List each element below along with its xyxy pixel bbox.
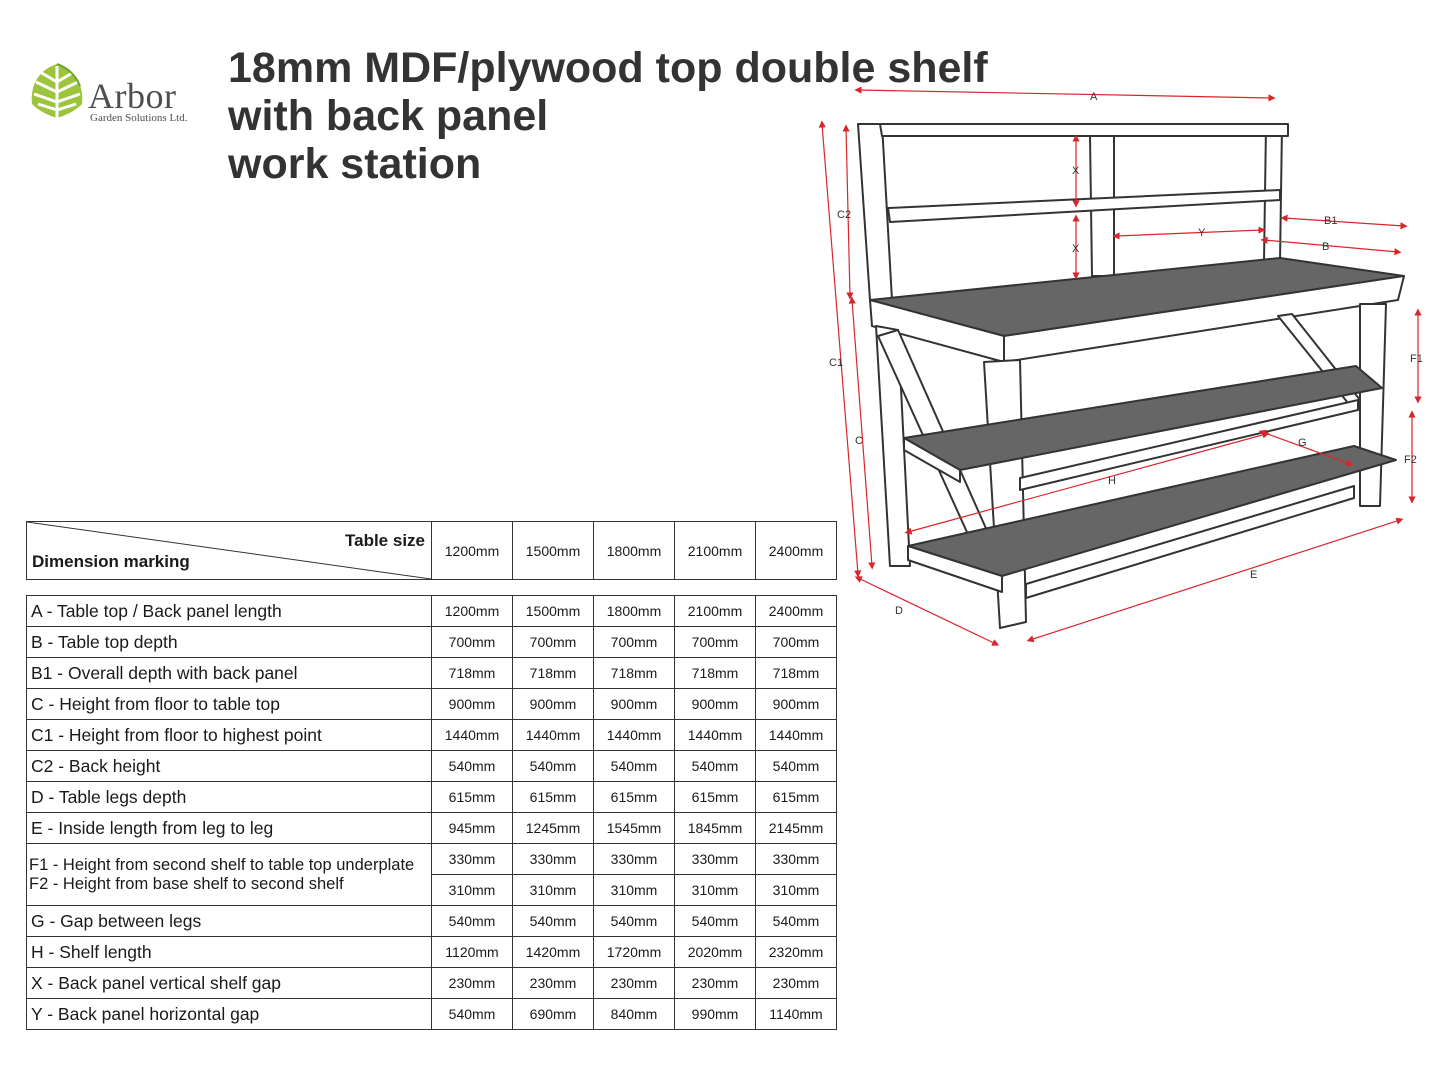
row-value: 1440mm bbox=[432, 720, 513, 751]
dim-line-b bbox=[1264, 240, 1398, 252]
dim-line-y bbox=[1116, 230, 1262, 236]
table-row bbox=[27, 658, 837, 689]
row-value: 540mm bbox=[675, 751, 756, 782]
dim-label-b: B bbox=[1322, 241, 1330, 253]
row-value: 1120mm bbox=[432, 937, 513, 968]
title-line: 18mm MDF/plywood top double shelf bbox=[228, 44, 988, 92]
row-value: 615mm bbox=[432, 782, 513, 813]
dim-line-c bbox=[852, 300, 872, 566]
header-corner-cell bbox=[27, 522, 432, 580]
f2-value: 310mm bbox=[432, 875, 513, 906]
row-value: 900mm bbox=[675, 689, 756, 720]
dim-line-b1 bbox=[1284, 218, 1404, 226]
row-value: 1440mm bbox=[675, 720, 756, 751]
f1-value: 330mm bbox=[432, 844, 513, 875]
dimension-marking-label: Dimension marking bbox=[32, 552, 190, 571]
row-value: 230mm bbox=[594, 968, 675, 999]
dim-line-c1 bbox=[822, 124, 858, 574]
row-label: D - Table legs depth bbox=[27, 782, 432, 813]
row-value: 1545mm bbox=[594, 813, 675, 844]
dimensions-table bbox=[26, 595, 837, 1030]
row-label: C2 - Back height bbox=[27, 751, 432, 782]
row-value: 2100mm bbox=[675, 596, 756, 627]
row-value: 1440mm bbox=[513, 720, 594, 751]
rear-left-post bbox=[858, 124, 892, 300]
row-value: 1440mm bbox=[756, 720, 837, 751]
f1-value: 330mm bbox=[756, 844, 837, 875]
row-value: 540mm bbox=[756, 751, 837, 782]
row-value: 700mm bbox=[513, 627, 594, 658]
row-value: 1140mm bbox=[756, 999, 837, 1030]
row-value: 1800mm bbox=[594, 596, 675, 627]
table-row bbox=[27, 627, 837, 658]
back-panel-shelf bbox=[888, 190, 1280, 222]
row-value: 540mm bbox=[594, 751, 675, 782]
row-value: 900mm bbox=[594, 689, 675, 720]
table-row bbox=[27, 751, 837, 782]
row-label: A - Table top / Back panel length bbox=[27, 596, 432, 627]
row-value: 540mm bbox=[675, 906, 756, 937]
row-value: 700mm bbox=[675, 627, 756, 658]
table-row bbox=[27, 937, 837, 968]
f1-value: 330mm bbox=[513, 844, 594, 875]
rear-right-leg bbox=[1360, 304, 1386, 506]
row-value: 1245mm bbox=[513, 813, 594, 844]
dim-label-h: H bbox=[1108, 475, 1116, 487]
brand-tagline: Garden Solutions Ltd. bbox=[90, 112, 188, 124]
row-value: 540mm bbox=[513, 906, 594, 937]
row-value: 540mm bbox=[756, 906, 837, 937]
size-header-table bbox=[26, 521, 837, 580]
f2-value: 310mm bbox=[675, 875, 756, 906]
row-value: 945mm bbox=[432, 813, 513, 844]
row-value: 615mm bbox=[594, 782, 675, 813]
table-row bbox=[27, 813, 837, 844]
dim-label-c1: C1 bbox=[829, 357, 844, 369]
row-label: H - Shelf length bbox=[27, 937, 432, 968]
f2-value: 310mm bbox=[594, 875, 675, 906]
row-label: B - Table top depth bbox=[27, 627, 432, 658]
f1-label: F1 - Height from second shelf to table top underplate bbox=[29, 855, 415, 874]
row-label: C1 - Height from floor to highest point bbox=[27, 720, 432, 751]
row-value: 1200mm bbox=[432, 596, 513, 627]
dim-label-a: A bbox=[1090, 91, 1098, 103]
table-row bbox=[27, 906, 837, 937]
size-column-header: 1500mm bbox=[513, 522, 594, 580]
table-row bbox=[27, 844, 837, 875]
row-value: 615mm bbox=[513, 782, 594, 813]
table-row bbox=[27, 782, 837, 813]
f2-value: 310mm bbox=[756, 875, 837, 906]
f2-value: 310mm bbox=[513, 875, 594, 906]
leaf-logo-icon bbox=[28, 60, 86, 122]
row-value: 1500mm bbox=[513, 596, 594, 627]
table-row bbox=[27, 689, 837, 720]
row-value: 2400mm bbox=[756, 596, 837, 627]
row-value: 900mm bbox=[513, 689, 594, 720]
row-label: E - Inside length from leg to leg bbox=[27, 813, 432, 844]
dim-line-d bbox=[858, 578, 996, 644]
row-value: 900mm bbox=[756, 689, 837, 720]
dim-line-a bbox=[858, 90, 1272, 98]
title-line: work station bbox=[228, 140, 482, 188]
dimension-rows bbox=[27, 596, 837, 844]
row-value: 2020mm bbox=[675, 937, 756, 968]
table-row bbox=[27, 999, 837, 1030]
row-value: 540mm bbox=[513, 751, 594, 782]
title-line: with back panel bbox=[228, 92, 549, 140]
row-value: 690mm bbox=[513, 999, 594, 1030]
row-value: 990mm bbox=[675, 999, 756, 1030]
row-value: 718mm bbox=[675, 658, 756, 689]
dim-label-c2: C2 bbox=[837, 209, 852, 221]
table-row bbox=[27, 720, 837, 751]
size-column-header: 1200mm bbox=[432, 522, 513, 580]
row-value: 2145mm bbox=[756, 813, 837, 844]
table-size-label: Table size bbox=[345, 531, 425, 550]
dim-label-x-upper: X bbox=[1072, 165, 1080, 177]
dim-label-e: E bbox=[1250, 569, 1258, 581]
row-value: 540mm bbox=[432, 906, 513, 937]
row-value: 230mm bbox=[513, 968, 594, 999]
row-value: 540mm bbox=[432, 999, 513, 1030]
dim-label-c: C bbox=[855, 435, 863, 447]
row-label: B1 - Overall depth with back panel bbox=[27, 658, 432, 689]
row-value: 840mm bbox=[594, 999, 675, 1030]
row-value: 700mm bbox=[756, 627, 837, 658]
dim-label-b1: B1 bbox=[1324, 215, 1338, 227]
row-value: 230mm bbox=[675, 968, 756, 999]
row-value: 615mm bbox=[756, 782, 837, 813]
row-value: 718mm bbox=[513, 658, 594, 689]
row-label: C - Height from floor to table top bbox=[27, 689, 432, 720]
f1-value: 330mm bbox=[594, 844, 675, 875]
row-value: 1440mm bbox=[594, 720, 675, 751]
workbench-diagram bbox=[815, 82, 1435, 657]
dim-label-g: G bbox=[1298, 437, 1307, 449]
f-dimension-group bbox=[27, 844, 837, 906]
row-label: G - Gap between legs bbox=[27, 906, 432, 937]
row-value: 230mm bbox=[756, 968, 837, 999]
row-label: Y - Back panel horizontal gap bbox=[27, 999, 432, 1030]
dim-label-d: D bbox=[895, 605, 903, 617]
row-value: 1845mm bbox=[675, 813, 756, 844]
row-value: 540mm bbox=[594, 906, 675, 937]
size-column-header: 2100mm bbox=[675, 522, 756, 580]
f1-value: 330mm bbox=[675, 844, 756, 875]
row-value: 700mm bbox=[432, 627, 513, 658]
row-value: 615mm bbox=[675, 782, 756, 813]
workbench-drawing bbox=[858, 124, 1404, 628]
row-label: X - Back panel vertical shelf gap bbox=[27, 968, 432, 999]
row-value: 540mm bbox=[432, 751, 513, 782]
size-column-header: 2400mm bbox=[756, 522, 837, 580]
row-value: 900mm bbox=[432, 689, 513, 720]
row-value: 718mm bbox=[432, 658, 513, 689]
dim-label-f1: F1 bbox=[1410, 353, 1423, 365]
row-value: 718mm bbox=[756, 658, 837, 689]
f2-label: F2 - Height from base shelf to second shelf bbox=[29, 874, 344, 893]
brand-name: Arbor bbox=[88, 76, 177, 116]
dimension-rows bbox=[27, 906, 837, 1030]
size-column-header: 1800mm bbox=[594, 522, 675, 580]
table-row bbox=[27, 596, 837, 627]
table-row bbox=[27, 968, 837, 999]
row-value: 230mm bbox=[432, 968, 513, 999]
row-value: 1420mm bbox=[513, 937, 594, 968]
row-value: 718mm bbox=[594, 658, 675, 689]
row-value: 2320mm bbox=[756, 937, 837, 968]
dim-label-y: Y bbox=[1198, 227, 1206, 239]
row-value: 1720mm bbox=[594, 937, 675, 968]
dim-label-x-lower: X bbox=[1072, 243, 1080, 255]
back-panel-top-rail bbox=[880, 124, 1288, 136]
brand-logo bbox=[28, 60, 203, 130]
row-value: 700mm bbox=[594, 627, 675, 658]
row-label bbox=[27, 844, 432, 906]
dim-label-f2: F2 bbox=[1404, 454, 1417, 466]
